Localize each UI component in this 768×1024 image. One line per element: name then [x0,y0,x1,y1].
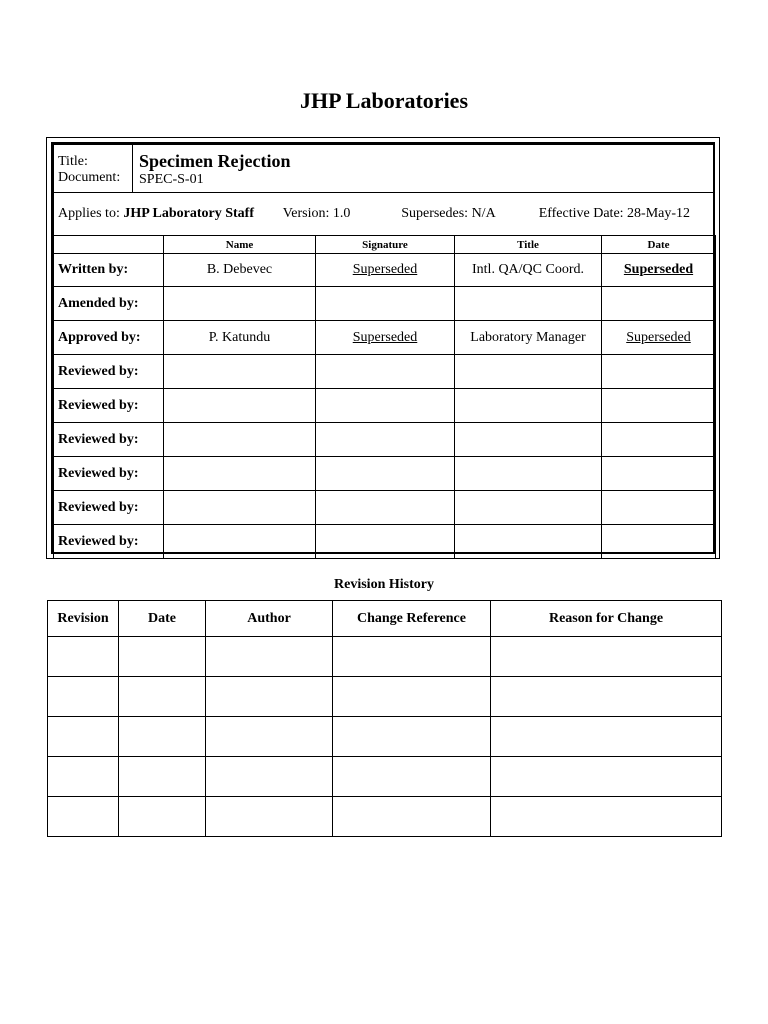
table-row [48,797,722,837]
signature-row-reviewed [54,389,716,423]
column-header-date: Date [119,601,206,637]
document-label: Document: [58,169,121,185]
signature-cell [316,287,455,321]
name-cell [164,287,316,321]
table-cell [48,677,119,717]
date-cell [602,287,716,321]
table-cell [48,637,119,677]
signature-row-reviewed [54,457,716,491]
row-label: Written by: [54,254,164,287]
column-header-reason-for-change: Reason for Change [491,601,722,637]
header-blank [54,236,164,254]
row-label: Reviewed by: [54,525,164,559]
document-number: SPEC-S-01 [139,171,204,187]
title-cell: Intl. QA/QC Coord. [455,254,602,287]
page-title: JHP Laboratories [299,88,469,113]
table-cell [491,717,722,757]
table-cell [206,757,333,797]
title-cell [455,423,602,457]
table-cell [48,717,119,757]
signature-cell: Superseded [316,254,455,287]
row-label: Reviewed by: [54,355,164,389]
table-row [48,757,722,797]
applies-to-label: Applies to: [58,206,120,221]
signature-row-amended [54,287,716,321]
table-cell [119,677,206,717]
title-cell [455,457,602,491]
title-cell [455,491,602,525]
table-cell [206,717,333,757]
table-cell [333,797,491,837]
signature-cell [316,355,455,389]
row-label: Amended by: [54,287,164,321]
signature-row-reviewed [54,525,716,559]
table-cell [119,637,206,677]
effective-date: Effective Date: 28-May-12 [538,206,691,221]
document-header-table [53,144,715,236]
table-cell [333,677,491,717]
table-cell [333,757,491,797]
document-control-box [46,137,720,559]
table-cell [119,797,206,837]
name-cell: B. Debevec [164,254,316,287]
name-cell [164,389,316,423]
signature-row-reviewed [54,355,716,389]
table-row [48,677,722,717]
date-cell [602,355,716,389]
table-cell [206,637,333,677]
table-cell [491,637,722,677]
column-header-name: Name [164,236,316,254]
name-cell [164,491,316,525]
row-label: Reviewed by: [54,491,164,525]
name-cell: P. Katundu [164,321,316,355]
table-cell [333,717,491,757]
date-cell [602,423,716,457]
table-row [48,717,722,757]
row-label: Reviewed by: [54,423,164,457]
title-document-labels [54,145,133,193]
table-cell [333,637,491,677]
column-header-author: Author [206,601,333,637]
document-title: Specimen Rejection [139,150,291,171]
date-cell [602,491,716,525]
table-cell [491,757,722,797]
date-cell: Superseded [602,254,716,287]
revision-history-title: Revision History [334,577,434,592]
signature-cell [316,525,455,559]
title-cell [455,355,602,389]
table-cell [48,757,119,797]
column-header-signature: Signature [316,236,455,254]
signature-row-reviewed [54,423,716,457]
signature-cell [316,457,455,491]
title-cell: Laboratory Manager [455,321,602,355]
table-cell [491,677,722,717]
name-cell [164,355,316,389]
version: Version: 1.0 [282,206,351,221]
signature-row-reviewed [54,491,716,525]
signature-row-approved [54,321,716,355]
row-label: Approved by: [54,321,164,355]
column-header-date: Date [602,236,716,254]
table-cell [491,797,722,837]
name-cell [164,525,316,559]
table-cell [119,757,206,797]
table-cell [119,717,206,757]
title-document-values [133,145,715,193]
signature-cell: Superseded [316,321,455,355]
title-label: Title: [58,153,88,169]
row-label: Reviewed by: [54,457,164,491]
applies-to-value: JHP Laboratory Staff [123,206,254,221]
title-cell [455,525,602,559]
title-cell [455,287,602,321]
document-control-inner [51,142,715,554]
date-cell [602,389,716,423]
signature-cell [316,423,455,457]
signature-cell [316,491,455,525]
date-cell: Superseded [602,321,716,355]
signature-row-written [54,254,716,287]
version-cell [279,193,715,236]
signature-table [53,235,716,559]
signature-cell [316,389,455,423]
name-cell [164,457,316,491]
column-header-title: Title [455,236,602,254]
table-cell [206,677,333,717]
supersedes: Supersedes: N/A [401,206,496,221]
name-cell [164,423,316,457]
row-label: Reviewed by: [54,389,164,423]
title-cell [455,389,602,423]
table-row [48,637,722,677]
table-cell [206,797,333,837]
date-cell [602,457,716,491]
column-header-revision: Revision [48,601,119,637]
revision-history-table [47,600,722,837]
column-header-change-reference: Change Reference [333,601,491,637]
table-cell [48,797,119,837]
date-cell [602,525,716,559]
applies-to-cell [54,193,279,236]
